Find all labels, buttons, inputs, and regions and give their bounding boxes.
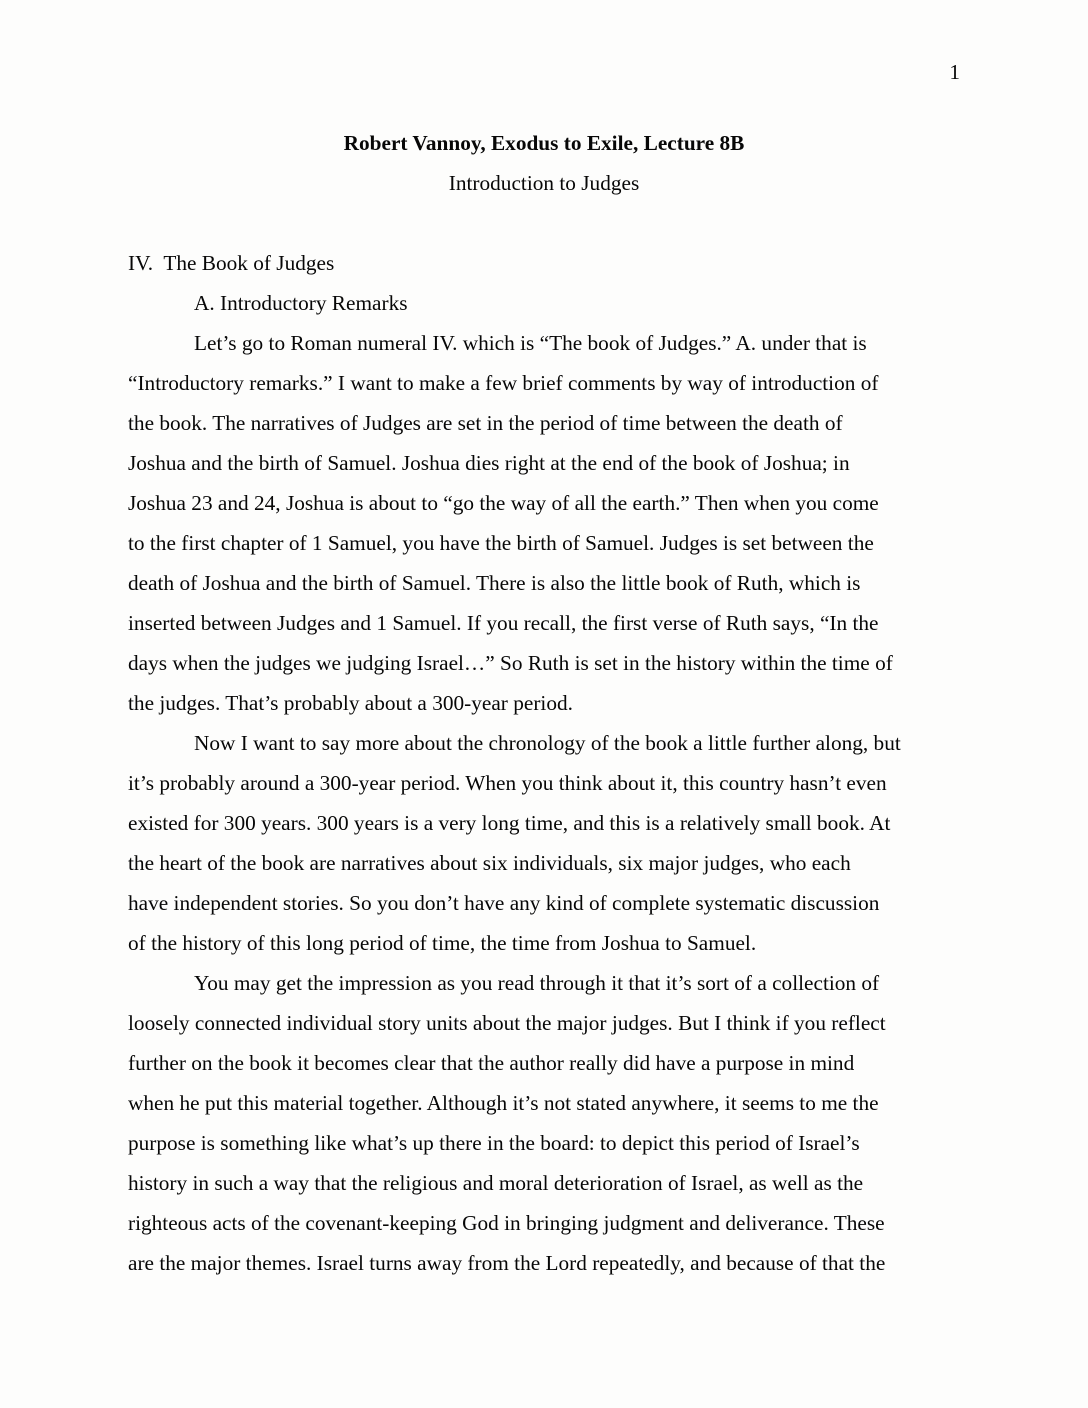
- text-line: the book. The narratives of Judges are set in the period of time between the death of: [128, 411, 843, 435]
- text-line: You may get the impression as you read through it that it’s sort of a collection of: [194, 971, 880, 995]
- text-line: of the history of this long period of time, the time from Joshua to Samuel.: [128, 931, 757, 955]
- paragraph-1: [128, 323, 960, 723]
- text-line: Joshua 23 and 24, Joshua is about to “go the way of all the earth.” Then when you come: [128, 491, 879, 515]
- paragraph-3: [128, 963, 960, 1283]
- text-line: Now I want to say more about the chronology of the book a little further along, but: [194, 731, 901, 755]
- paragraph-2: [128, 723, 960, 963]
- text-line: “Introductory remarks.” I want to make a few brief comments by way of introduction of: [128, 371, 879, 395]
- text-line: inserted between Judges and 1 Samuel. If you recall, the first verse of Ruth says, “In the: [128, 611, 879, 635]
- text-line: when he put this material together. Although it’s not stated anywhere, it seems to me the: [128, 1091, 879, 1115]
- text-line: existed for 300 years. 300 years is a very long time, and this is a relatively small book. At: [128, 811, 891, 835]
- text-line: have independent stories. So you don’t have any kind of complete systematic discussion: [128, 891, 880, 915]
- lecture-subtitle: Introduction to Judges: [448, 171, 640, 195]
- text-line: Joshua and the birth of Samuel. Joshua dies right at the end of the book of Joshua; in: [128, 451, 850, 475]
- text-line: are the major themes. Israel turns away from the Lord repeatedly, and because of that the: [128, 1251, 886, 1275]
- subsection-heading: A. Introductory Remarks: [194, 291, 408, 315]
- text-line: further on the book it becomes clear that the author really did have a purpose in mind: [128, 1051, 855, 1075]
- section-heading: IV. The Book of Judges: [128, 251, 335, 275]
- text-line: death of Joshua and the birth of Samuel. There is also the little book of Ruth, which is: [128, 571, 861, 595]
- text-line: purpose is something like what’s up there in the board: to depict this period of Israel’s: [128, 1131, 860, 1155]
- text-line: the heart of the book are narratives about six individuals, six major judges, who each: [128, 851, 851, 875]
- text-line: the judges. That’s probably about a 300-year period.: [128, 691, 573, 715]
- text-line: righteous acts of the covenant-keeping God in bringing judgment and deliverance. These: [128, 1211, 885, 1235]
- document-content: [128, 123, 960, 1283]
- text-line: history in such a way that the religious and moral deterioration of Israel, as well as the: [128, 1171, 864, 1195]
- text-line: loosely connected individual story units about the major judges. But I think if you reflect: [128, 1011, 886, 1035]
- lecture-title: Robert Vannoy, Exodus to Exile, Lecture 8B: [343, 131, 745, 155]
- page-number: 1: [949, 60, 960, 84]
- text-line: to the first chapter of 1 Samuel, you have the birth of Samuel. Judges is set between the: [128, 531, 874, 555]
- blank-line: [128, 203, 960, 243]
- text-line: it’s probably around a 300-year period. When you think about it, this country hasn’t even: [128, 771, 887, 795]
- text-line: Let’s go to Roman numeral IV. which is “The book of Judges.” A. under that is: [194, 331, 867, 355]
- text-line: days when the judges we judging Israel…” So Ruth is set in the history within the time of: [128, 651, 893, 675]
